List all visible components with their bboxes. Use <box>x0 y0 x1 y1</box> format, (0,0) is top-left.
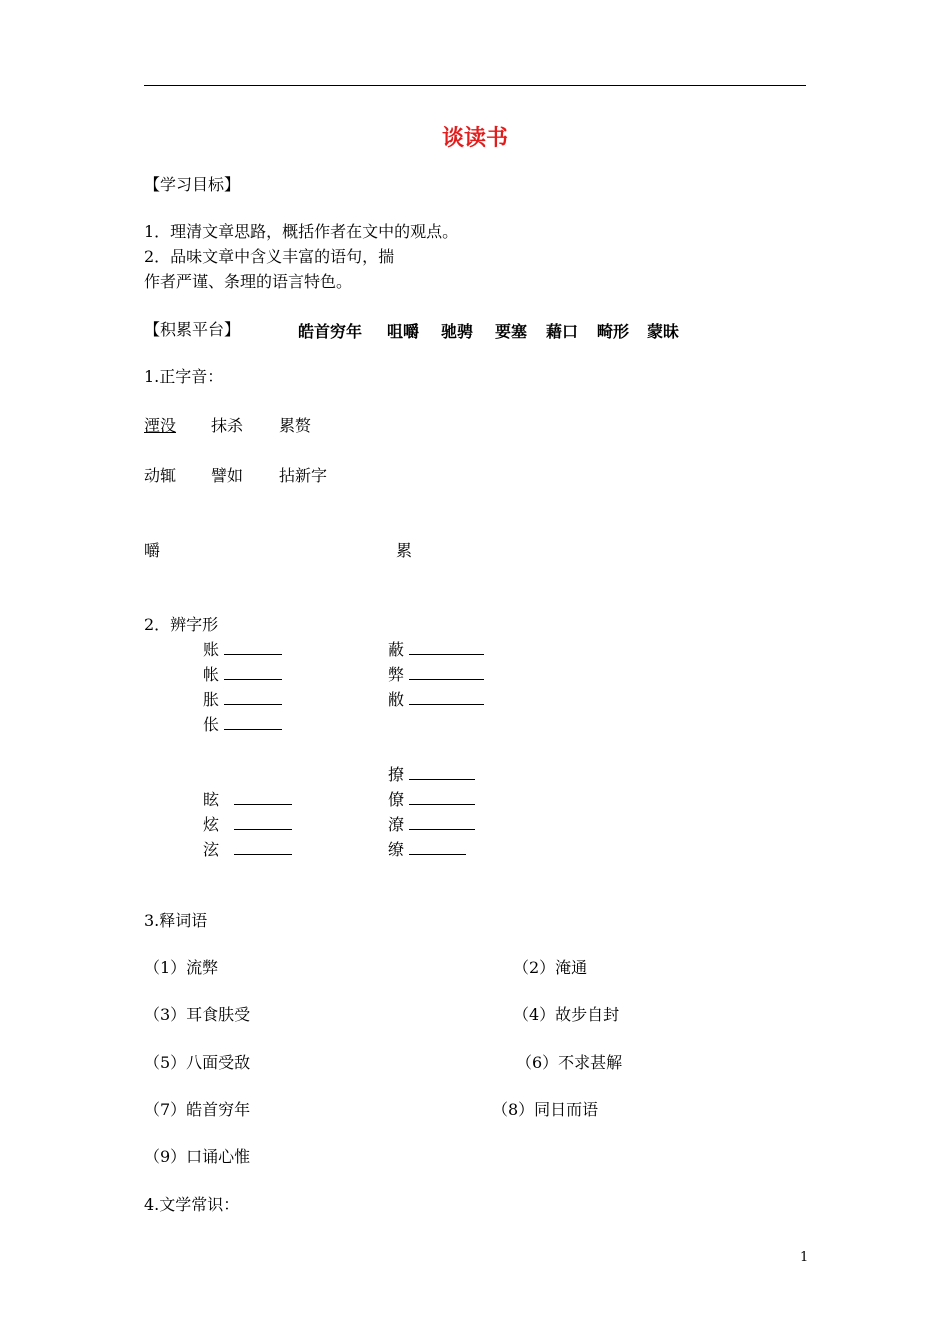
pinyin-word: 动辄 <box>144 466 177 485</box>
char: 弊 <box>388 665 405 684</box>
answer-blank[interactable] <box>224 665 282 680</box>
answer-blank[interactable] <box>409 790 475 805</box>
char: 帐 <box>203 665 220 684</box>
vocab-item: （3）耳食肤受 <box>144 1005 251 1024</box>
vocab-item: （8）同日而语 <box>492 1100 599 1119</box>
char-row <box>388 815 475 835</box>
char: 账 <box>203 640 220 659</box>
char-row <box>203 840 292 860</box>
vocab-item: （9）口诵心惟 <box>144 1147 251 1166</box>
platform-word: 藉口 <box>546 322 579 341</box>
char: 僚 <box>388 790 405 809</box>
answer-blank[interactable] <box>234 790 292 805</box>
answer-blank[interactable] <box>409 640 484 655</box>
char: 蔽 <box>388 640 405 659</box>
answer-blank[interactable] <box>224 640 282 655</box>
goals-heading: 【学习目标】 <box>144 175 241 194</box>
char: 泫 <box>203 840 220 859</box>
char: 眩 <box>203 790 220 809</box>
platform-word: 要塞 <box>495 322 528 341</box>
char-row <box>388 640 484 660</box>
char: 撩 <box>388 765 405 784</box>
section-3-heading: 3.释词语 <box>144 911 208 930</box>
char-row <box>203 665 282 685</box>
char-row <box>388 690 484 710</box>
char-row <box>203 790 292 810</box>
goal-item-2-cont: 作者严谨、条理的语言特色。 <box>144 272 353 291</box>
page-title: 谈读书 <box>441 125 508 151</box>
answer-blank[interactable] <box>409 690 484 705</box>
pinyin-word: 譬如 <box>211 466 244 485</box>
section-1-heading: 1.正字音： <box>144 367 224 386</box>
goal-item-2: 2．品味文章中含义丰富的语句，揣 <box>144 247 395 266</box>
char: 胀 <box>203 690 220 709</box>
vocab-item: （6）不求甚解 <box>516 1053 623 1072</box>
section-4-heading: 4.文学常识： <box>144 1195 240 1214</box>
answer-blank[interactable] <box>409 665 484 680</box>
platform-word: 蒙昧 <box>647 322 680 341</box>
char-row <box>203 640 282 660</box>
answer-blank[interactable] <box>234 840 292 855</box>
char: 伥 <box>203 715 220 734</box>
platform-word: 畸形 <box>597 322 630 341</box>
answer-blank[interactable] <box>409 765 475 780</box>
char: 潦 <box>388 815 405 834</box>
polyphone-char: 累 <box>396 541 413 560</box>
vocab-item: （7）皓首穷年 <box>144 1100 251 1119</box>
answer-blank[interactable] <box>224 690 282 705</box>
char-row <box>203 815 292 835</box>
vocab-item: （1）流弊 <box>144 958 219 977</box>
section-2-heading: 2．辨字形 <box>144 615 219 634</box>
char: 敝 <box>388 690 405 709</box>
char: 缭 <box>388 840 405 859</box>
platform-word: 皓首穷年 <box>298 322 363 341</box>
char-row <box>388 840 466 860</box>
char: 炫 <box>203 815 220 834</box>
answer-blank[interactable] <box>234 815 292 830</box>
goal-item-1: 1．理清文章思路，概括作者在文中的观点。 <box>144 222 459 241</box>
answer-blank[interactable] <box>224 715 282 730</box>
vocab-item: （4）故步自封 <box>513 1005 620 1024</box>
polyphone-char: 嚼 <box>144 541 161 560</box>
platform-word: 咀嚼 <box>387 322 420 341</box>
answer-blank[interactable] <box>409 815 475 830</box>
pinyin-word: 累赘 <box>279 416 312 435</box>
char-row <box>388 790 475 810</box>
vocab-item: （5）八面受敌 <box>144 1053 251 1072</box>
char-row <box>203 690 282 710</box>
page-number: 1 <box>800 1250 809 1265</box>
platform-heading: 【积累平台】 <box>144 320 241 339</box>
pinyin-word: 湮没 <box>144 416 177 435</box>
platform-word: 驰骋 <box>441 322 474 341</box>
answer-blank[interactable] <box>409 840 466 855</box>
char-row <box>203 715 282 735</box>
pinyin-word: 拈新字 <box>279 466 328 485</box>
char-row <box>388 765 475 785</box>
char-row <box>388 665 484 685</box>
pinyin-word: 抹杀 <box>211 416 244 435</box>
header-rule <box>144 85 806 86</box>
vocab-item: （2）淹通 <box>513 958 588 977</box>
